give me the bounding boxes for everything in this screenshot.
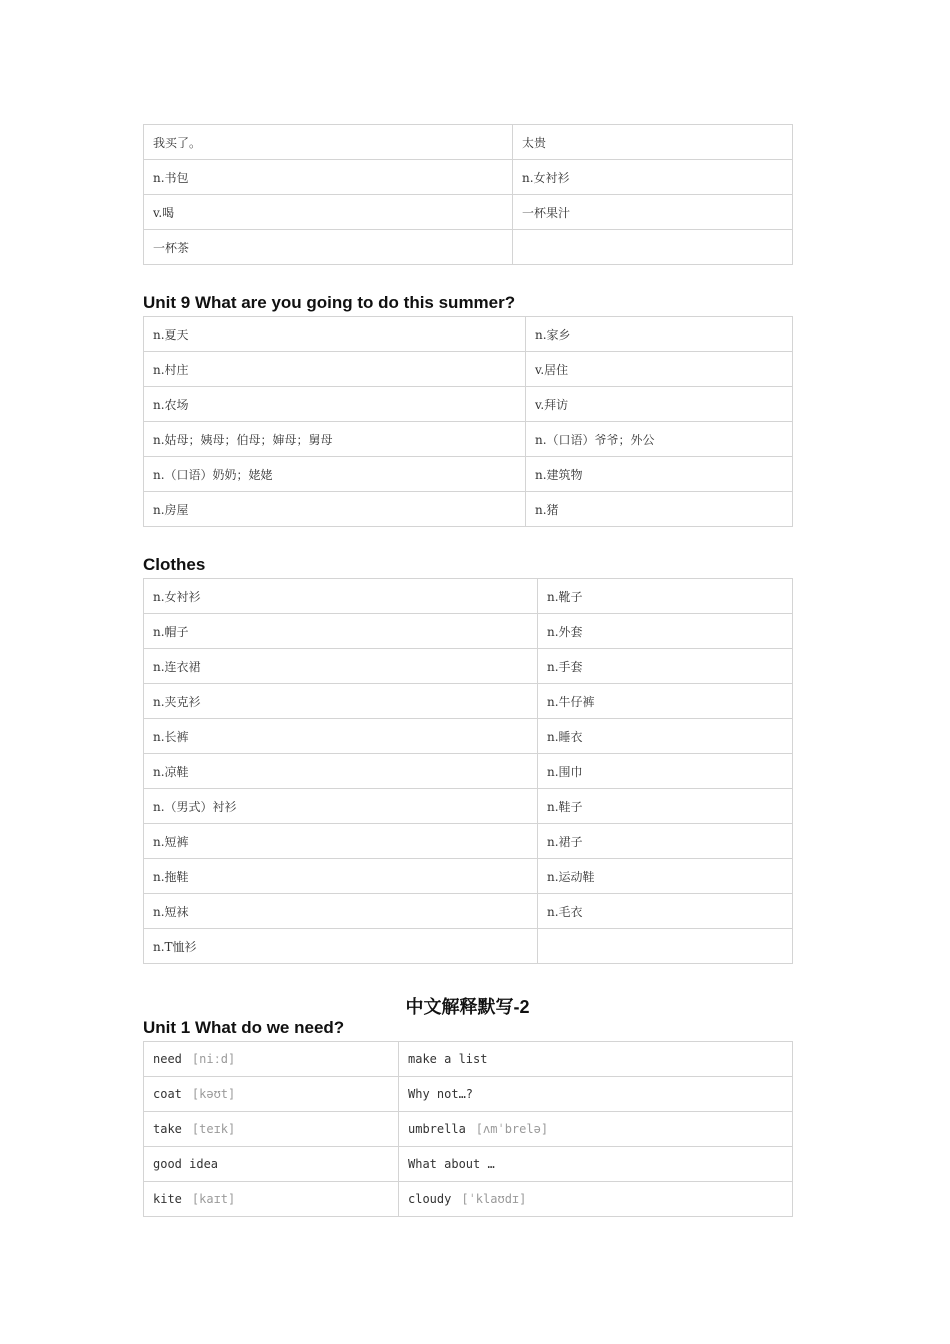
table-row: [144, 317, 793, 352]
table-cell: n.（口语）奶奶；姥姥: [144, 457, 526, 492]
table-cell: [399, 1182, 793, 1217]
table-cell: n.书包: [144, 160, 513, 195]
table-cell: n.房屋: [144, 492, 526, 527]
table-cell: [399, 1147, 793, 1182]
table-cell: n.女衬衫: [513, 160, 793, 195]
table-cell: 我买了。: [144, 125, 513, 160]
table-cell: n.毛衣: [538, 894, 793, 929]
table-row: [144, 1147, 793, 1182]
table-row: [144, 649, 793, 684]
word: kite: [153, 1192, 182, 1206]
word: Why not…?: [408, 1087, 474, 1101]
table-cell: n.帽子: [144, 614, 538, 649]
table-cell: n.T恤衫: [144, 929, 538, 964]
table-cell: n.外套: [538, 614, 793, 649]
table-cell: n.猪: [526, 492, 793, 527]
table-cell: n.鞋子: [538, 789, 793, 824]
table-row: [144, 352, 793, 387]
table-cell: n.女衬衫: [144, 579, 538, 614]
vocab-table-top: [143, 124, 793, 265]
table-cell: n.家乡: [526, 317, 793, 352]
table-cell: [144, 1112, 399, 1147]
table-row: [144, 457, 793, 492]
table-cell: [399, 1112, 793, 1147]
table-row: [144, 1112, 793, 1147]
table-cell: [144, 1182, 399, 1217]
table-row: [144, 824, 793, 859]
vocab-table-unit1: [143, 1041, 793, 1217]
table-cell: [513, 230, 793, 265]
phonetic: [niːd]: [191, 1052, 236, 1066]
table-cell: v.居住: [526, 352, 793, 387]
table-cell: v.拜访: [526, 387, 793, 422]
table-row: [144, 230, 793, 265]
table-row: [144, 684, 793, 719]
table-cell: [144, 1147, 399, 1182]
table-cell: n.运动鞋: [538, 859, 793, 894]
vocab-table-unit9: [143, 316, 793, 527]
table-row: [144, 754, 793, 789]
table-row: [144, 1077, 793, 1112]
vocab-table-clothes: [143, 578, 793, 964]
table-cell: [538, 929, 793, 964]
table-cell: n.睡衣: [538, 719, 793, 754]
section-title: 中文解释默写-2: [405, 997, 530, 1017]
table-cell: n.建筑物: [526, 457, 793, 492]
table-cell: n.夹克衫: [144, 684, 538, 719]
unit1-heading: Unit 1 What do we need?: [143, 1018, 345, 1037]
table-row: [144, 579, 793, 614]
table-cell: 太贵: [513, 125, 793, 160]
phonetic: [teɪk]: [191, 1122, 236, 1136]
phonetic: [kaɪt]: [191, 1192, 236, 1206]
table-cell: n.农场: [144, 387, 526, 422]
table-row: [144, 422, 793, 457]
table-row: [144, 492, 793, 527]
table-cell: v.喝: [144, 195, 513, 230]
phonetic: [ʌmˈbrelə]: [475, 1122, 549, 1136]
table-row: [144, 195, 793, 230]
clothes-heading: Clothes: [143, 555, 206, 574]
table-cell: n.连衣裙: [144, 649, 538, 684]
table-cell: 一杯茶: [144, 230, 513, 265]
phonetic: [ˈklaʊdɪ]: [461, 1192, 527, 1206]
table-cell: n.围巾: [538, 754, 793, 789]
table-cell: n.长裤: [144, 719, 538, 754]
word: take: [153, 1122, 182, 1136]
table-cell: [399, 1077, 793, 1112]
table-cell: n.（男式）衬衫: [144, 789, 538, 824]
table-cell: n.村庄: [144, 352, 526, 387]
table-cell: n.手套: [538, 649, 793, 684]
table-row: [144, 1042, 793, 1077]
word: need: [153, 1052, 182, 1066]
table-row: [144, 929, 793, 964]
unit9-heading: Unit 9 What are you going to do this summer?: [143, 293, 516, 312]
table-cell: n.（口语）爷爷；外公: [526, 422, 793, 457]
table-cell: n.拖鞋: [144, 859, 538, 894]
table-cell: 一杯果汁: [513, 195, 793, 230]
table-cell: n.裙子: [538, 824, 793, 859]
word: cloudy: [408, 1192, 452, 1206]
table-cell: n.短袜: [144, 894, 538, 929]
table-row: [144, 1182, 793, 1217]
table-cell: [144, 1077, 399, 1112]
word: make a list: [408, 1052, 488, 1066]
table-cell: n.靴子: [538, 579, 793, 614]
table-cell: n.凉鞋: [144, 754, 538, 789]
table-row: [144, 125, 793, 160]
word: good idea: [153, 1157, 219, 1171]
word: umbrella: [408, 1122, 466, 1136]
table-row: [144, 614, 793, 649]
word: What about …: [408, 1157, 495, 1171]
table-row: [144, 160, 793, 195]
table-row: [144, 387, 793, 422]
word: coat: [153, 1087, 182, 1101]
table-row: [144, 719, 793, 754]
table-row: [144, 789, 793, 824]
phonetic: [kəʊt]: [191, 1087, 236, 1101]
table-row: [144, 894, 793, 929]
table-cell: n.夏天: [144, 317, 526, 352]
table-cell: n.姑母；姨母；伯母；婶母；舅母: [144, 422, 526, 457]
table-cell: [399, 1042, 793, 1077]
table-cell: [144, 1042, 399, 1077]
table-row: [144, 859, 793, 894]
table-cell: n.牛仔裤: [538, 684, 793, 719]
table-cell: n.短裤: [144, 824, 538, 859]
